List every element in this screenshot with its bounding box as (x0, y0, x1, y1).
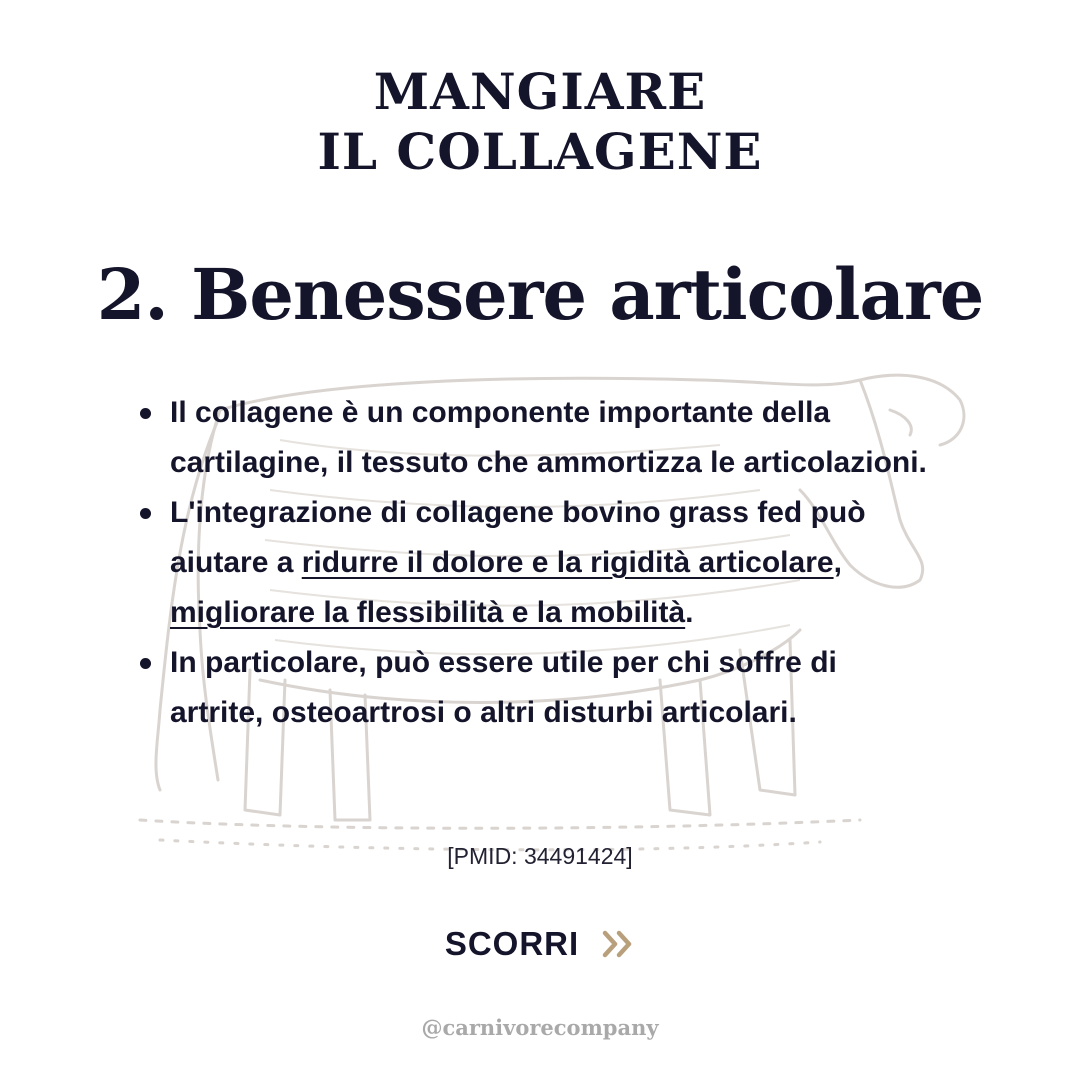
underlined-phrase: ridurre il dolore e la rigidità articolare (301, 546, 834, 579)
bullet-text-after: . (685, 596, 694, 629)
bullet-text: Il collagene è un componente importante della cartilagine, il tessuto che ammortizza le articolazioni. (170, 396, 927, 479)
reference-citation: [PMID: 34491424] (447, 843, 633, 869)
header-title (0, 62, 1080, 182)
header-title-line2: IL COLLAGENE (317, 122, 763, 181)
bullet-text-before: L'integrazione di collagene bovino grass fed può aiutare a (170, 496, 866, 579)
scroll-button[interactable] (0, 925, 1080, 963)
bullet-text-middle: , (833, 546, 842, 579)
list-item (138, 638, 938, 738)
double-chevron-right-icon (601, 929, 635, 959)
bullet-dot-icon (140, 408, 151, 419)
list-item (138, 488, 938, 638)
underlined-phrase: migliorare la flessibilità e la mobilità (170, 596, 686, 629)
bullet-list (138, 388, 938, 738)
scroll-label: SCORRI (444, 925, 580, 962)
bullet-text: In particolare, può essere utile per chi soffre di artrite, osteoartrosi o altri disturbi articolari. (170, 646, 837, 729)
section-title: 2. Benessere articolare (96, 253, 984, 336)
list-item (138, 388, 938, 488)
account-handle: @carnivorecompany (421, 1015, 659, 1040)
bullet-dot-icon (140, 658, 151, 669)
bullet-dot-icon (140, 508, 151, 519)
header-title-line1: MANGIARE (373, 62, 707, 121)
